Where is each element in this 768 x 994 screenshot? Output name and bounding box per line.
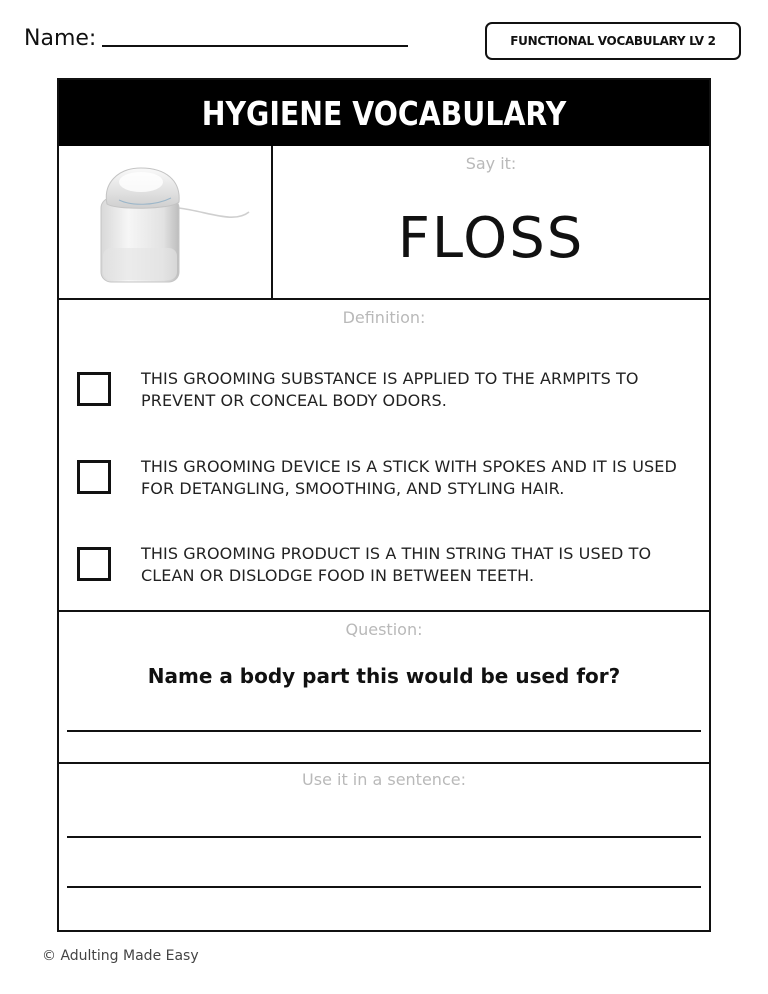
vocabulary-card (57, 78, 711, 932)
name-blank-line[interactable] (102, 45, 408, 47)
option-checkbox[interactable] (77, 372, 111, 406)
name-field (24, 26, 408, 51)
question-label: Question: (345, 620, 423, 639)
name-label: Name: (24, 26, 97, 51)
level-badge: FUNCTIONAL VOCABULARY LV 2 (485, 22, 741, 60)
sentence-line[interactable] (67, 886, 701, 888)
option-text: THIS GROOMING SUBSTANCE IS APPLIED TO THE ARMPITS TO PREVENT OR CONCEAL BODY ODORS. (141, 369, 639, 410)
title-bar (59, 80, 709, 146)
definition-option[interactable] (77, 456, 697, 504)
question-section (59, 612, 709, 764)
option-checkbox[interactable] (77, 460, 111, 494)
definition-label: Definition: (342, 308, 426, 327)
definition-section (59, 300, 709, 612)
word-cell (273, 146, 709, 300)
card-title: HYGIENE VOCABULARY (105, 80, 664, 146)
definition-option[interactable] (77, 368, 697, 416)
definition-option[interactable] (77, 543, 697, 591)
copyright-footer: © Adulting Made Easy (42, 948, 199, 964)
option-checkbox[interactable] (77, 547, 111, 581)
sentence-section (59, 764, 709, 930)
question-text: Name a body part this would be used for? (147, 664, 621, 688)
say-it-label: Say it: (465, 154, 517, 173)
option-text: THIS GROOMING DEVICE IS A STICK WITH SPOKES AND IT IS USED FOR DETANGLING, SMOOTHING, AND STYLING HAIR. (141, 457, 677, 498)
option-text: THIS GROOMING PRODUCT IS A THIN STRING THAT IS USED TO CLEAN OR DISLODGE FOOD IN BETWEEN TEETH. (141, 544, 652, 585)
sentence-line[interactable] (67, 836, 701, 838)
vocabulary-word: FLOSS (397, 206, 585, 271)
image-cell (59, 146, 273, 300)
answer-line[interactable] (67, 730, 701, 732)
sentence-label: Use it in a sentence: (302, 770, 466, 789)
floss-container-icon (59, 146, 271, 298)
